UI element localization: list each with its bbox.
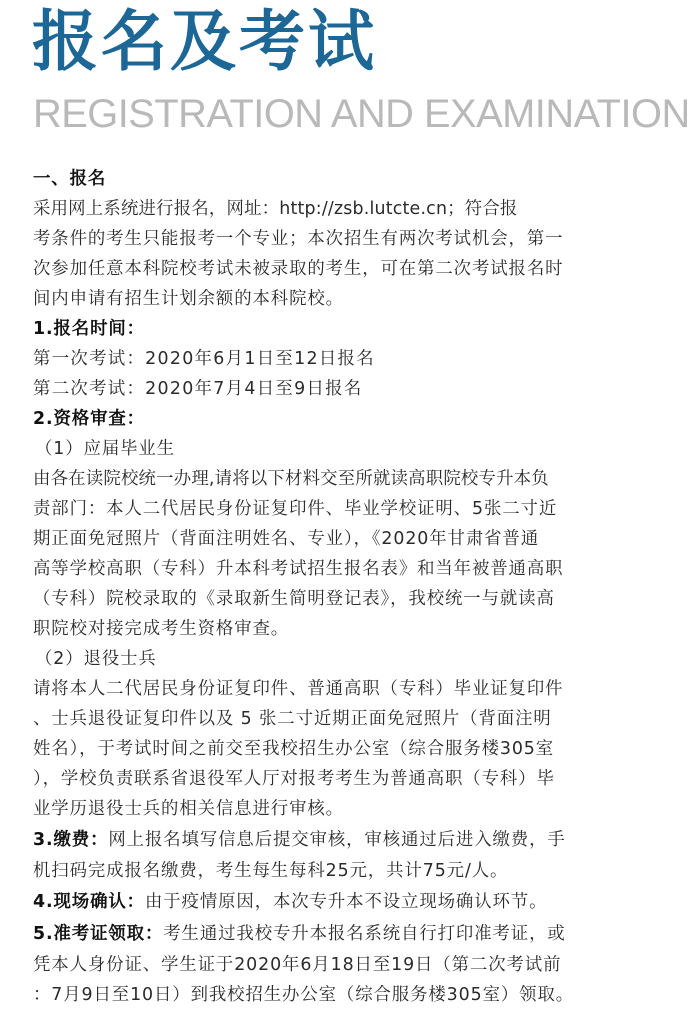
paragraph-line: 次参加任意本科院校考试未被录取的考生，可在第二次考试报名时: [33, 259, 564, 279]
page-subtitle-english: REGISTRATION AND EXAMINATION: [33, 92, 690, 136]
paragraph-line: 期正面免冠照片（背面注明姓名、专业），《2020年甘肃省普通: [33, 529, 540, 549]
onsite-text: 由于疫情原因，本次专升本不设立现场确认环节。: [144, 892, 548, 912]
paragraph-line: （专科）院校录取的《录取新生简明登记表》，我校统一与就读高: [33, 589, 555, 609]
paragraph-line: 职院校对接完成考生资格审查。: [33, 619, 290, 639]
paragraph-line: 姓名），于考试时间之前交至我校招生办公室（综合服务楼305室: [33, 739, 555, 759]
payment-line: [33, 824, 681, 856]
paragraph-line: ：7月9日至10日）到我校招生办公室（综合服务楼305室）领取。: [33, 985, 575, 1005]
payment-label: 3.缴费：: [33, 830, 109, 850]
admission-ticket-line: [33, 918, 681, 950]
paragraph-line: 高等学校高职（专科）升本科考试招生报名表》和当年被普通高职: [33, 559, 564, 579]
onsite-line: [33, 886, 681, 918]
section-heading-registration-time: 1.报名时间：: [33, 319, 145, 339]
page-title: 报名及考试: [32, 3, 377, 80]
paragraph-line: 责部门：本人二代居民身份证复印件、毕业学校证明、5张二寸近: [33, 499, 558, 519]
paragraph-line: 第二次考试：2020年7月4日至9日报名: [33, 379, 363, 399]
subheading-graduates: （1）应届毕业生: [35, 439, 175, 459]
article-body: [33, 164, 681, 1010]
subheading-veterans: （2）退役士兵: [35, 649, 157, 669]
paragraph-line: 由各在读院校统一办理,请将以下材料交至所就读高职院校专升本负: [33, 469, 549, 489]
admission-ticket-text: 考生通过我校专升本报名系统自行打印准考证，或: [163, 924, 566, 944]
paragraph-line: 、士兵退役证复印件以及 5 张二寸近期正面免冠照片（背面注明: [33, 709, 552, 729]
section-heading-registration: 一、报名: [33, 169, 107, 189]
paragraph-line: 第一次考试：2020年6月1日至12日报名: [33, 349, 375, 369]
paragraph-line: 凭本人身份证、学生证于2020年6月18日至19日（第二次考试前: [33, 955, 562, 975]
paragraph-line: 间内申请有招生计划余额的本科院校。: [33, 289, 344, 309]
paragraph-line: ），学校负责联系省退役军人厅对报考考生为普通高职（专科）毕: [33, 769, 555, 789]
paragraph-line: 机扫码完成报名缴费，考生每生每科25元，共计75元/人。: [33, 861, 509, 881]
section-heading-qualification: 2.资格审查：: [33, 409, 145, 429]
paragraph-line: 业学历退役士兵的相关信息进行审核。: [33, 799, 344, 819]
paragraph-line: 请将本人二代居民身份证复印件、普通高职（专科）毕业证复印件: [33, 679, 564, 699]
admission-ticket-label: 5.准考证领取：: [33, 924, 164, 944]
onsite-label: 4.现场确认：: [33, 892, 145, 912]
paragraph-line: 考条件的考生只能报考一个专业；本次招生有两次考试机会，第一: [33, 229, 564, 249]
paragraph-line: 采用网上系统进行报名，网址：http://zsb.lutcte.cn；符合报: [33, 199, 518, 219]
payment-text: 网上报名填写信息后提交审核，审核通过后进入缴费，手: [108, 830, 566, 850]
